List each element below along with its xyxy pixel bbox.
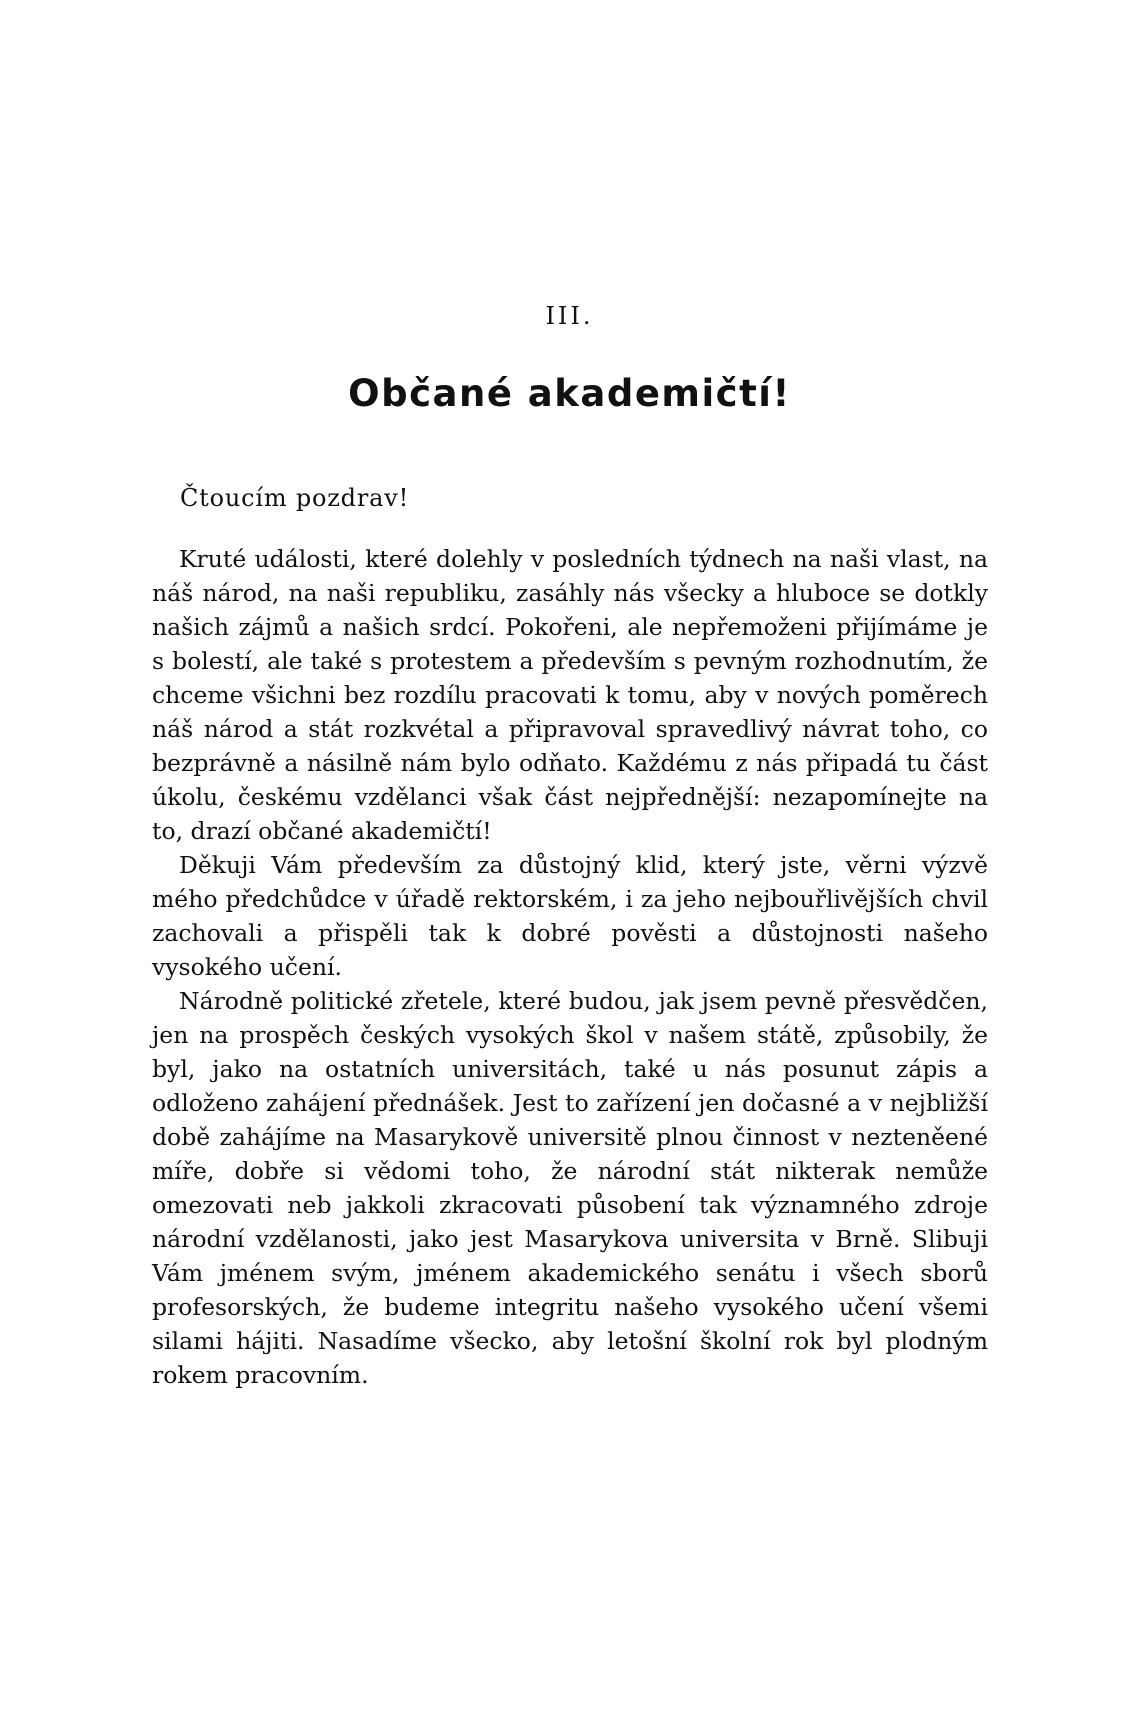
paragraph: Národně politické zřetele, které budou, jak jsem pevně přesvědčen, jen na prospěch českých vysokých škol v našem státě, způsobily, že byl, jako na ostatních universitách, také u nás posunut zápis a odloženo zahájení přednášek. Jest to zařízení jen dočasné a v nejbližší době zahájíme na Masarykově universitě plnou činnost v nezteněené míře, dobře si vědomi toho, že národní stát nikterak nemůže omezovati neb jakkoli zkracovati působení tak významného zdroje národní vzdělanosti, jako jest Masarykova universita v Brně. Slibuji Vám jménem svým, jménem akademického senátu i všech sborů profesorských, že budeme integritu našeho vysokého učení všemi silami hájiti. Nasadíme všecko, aby letošní školní rok byl plodným rokem pracovním.	[152, 987, 988, 1389]
paragraph: Kruté události, které dolehly v posledních týdnech na naši vlast, na náš národ, na naši republiku, zasáhly nás všecky a hluboce se dotkly našich zájmů a našich srdcí. Pokořeni, ale nepřemoženi přijímáme je s bolestí, ale také s protestem a především s pevným rozhodnutím, že chceme všichni bez rozdílu pracovati k tomu, aby v nových poměrech náš národ a stát rozkvétal a připravoval spravedlivý návrat toho, co bezprávně a násilně nám bylo odňato. Každému z nás připadá tu část úkolu, českému vzdělanci však část nejpřednější: nezapomínejte na to, drazí občané akademičtí!	[152, 545, 988, 845]
salutation: Čtoucím pozdrav!	[180, 484, 410, 512]
chapter-number: III.	[545, 302, 594, 330]
paragraph: Děkuji Vám především za důstojný klid, který jste, věrni výzvě mého předchůdce v úřadě rektorském, i za jeho nejbouřlivějších chvil zachovali a přispěli tak k dobré pověsti a důstojnosti našeho vysokého učení.	[152, 851, 988, 981]
body-text	[152, 542, 988, 1392]
chapter-title: Občané akademičtí!	[348, 372, 791, 415]
